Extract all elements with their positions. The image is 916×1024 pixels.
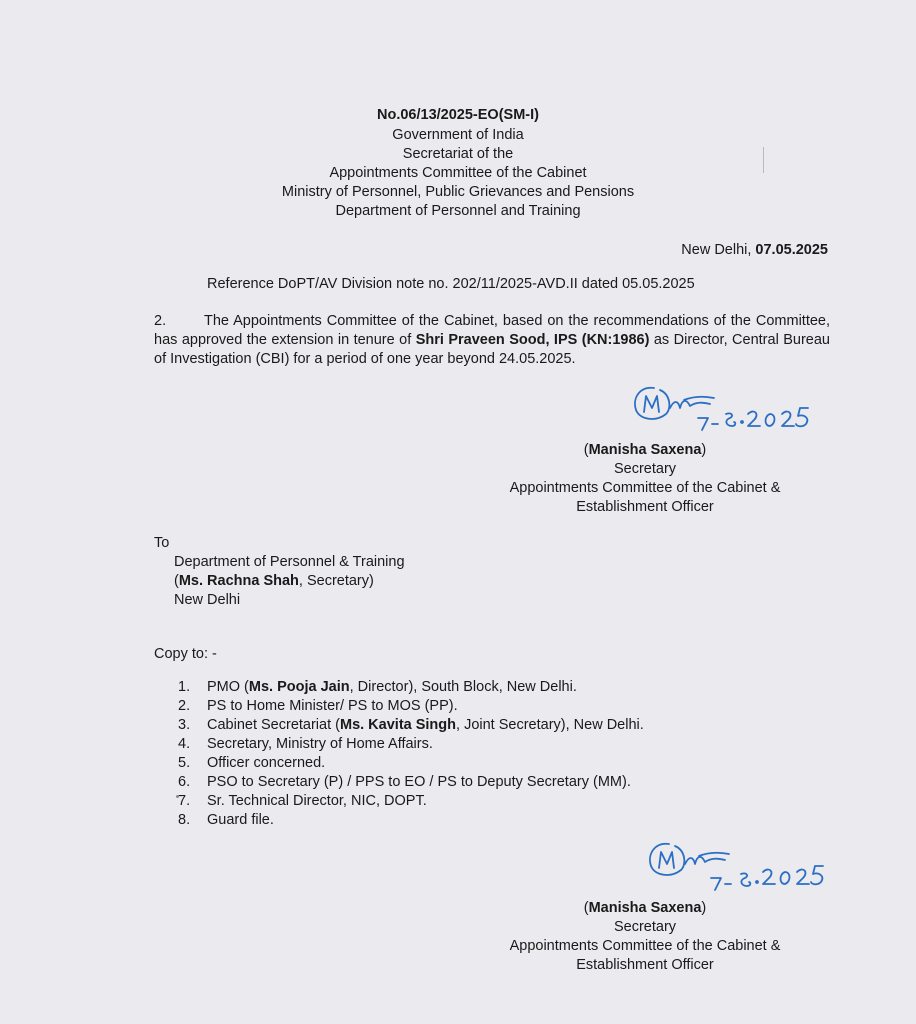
to-line-2	[174, 572, 374, 591]
paren-close: )	[701, 442, 707, 458]
to-label: To	[154, 535, 170, 551]
item-text-post: , Joint Secretary), New Delhi.	[456, 717, 644, 733]
item-text-post: , Director), South Block, New Delhi.	[349, 679, 577, 695]
item-bold: Ms. Pooja Jain	[248, 679, 350, 695]
signatory-block	[480, 899, 810, 975]
signatory-name-line	[480, 441, 810, 460]
item-text: Secretary, Ministry of Home Affairs.	[207, 736, 433, 752]
signatory-title-2: Appointments Committee of the Cabinet &	[509, 480, 781, 496]
signatory-title-3: Establishment Officer	[576, 499, 714, 515]
place-date	[681, 241, 828, 260]
signatory-name: Manisha Saxena	[588, 900, 702, 916]
signatory-title-2: Appointments Committee of the Cabinet &	[509, 938, 781, 954]
to-rest: , Secretary)	[298, 573, 374, 589]
item-number: 8.	[178, 812, 191, 828]
signatory-title-3: Establishment Officer	[576, 957, 714, 973]
item-number: 4.	[178, 736, 191, 752]
header-line-3: Appointments Committee of the Cabinet	[329, 165, 587, 181]
item-number: 6.	[178, 774, 191, 790]
list-item	[178, 754, 644, 773]
header-line-5: Department of Personnel and Training	[335, 203, 581, 219]
signatory-name-line	[480, 899, 810, 918]
paren-open: (	[583, 442, 589, 458]
to-name: Ms. Rachna Shah	[178, 573, 299, 589]
item-text: Guard file.	[207, 812, 274, 828]
signatory-title-1: Secretary	[613, 461, 677, 477]
item-text: Cabinet Secretariat (	[207, 717, 340, 733]
item-number: 5.	[178, 755, 191, 771]
item-number: 3.	[178, 717, 191, 733]
place: New Delhi,	[681, 242, 756, 258]
signatory-title-1: Secretary	[613, 919, 677, 935]
handwritten-signature	[645, 840, 830, 892]
paragraph-number: 2.	[154, 313, 167, 329]
main-paragraph	[154, 312, 830, 369]
list-item	[178, 792, 644, 811]
header-line-1: Government of India	[392, 127, 524, 143]
paren-open: (	[583, 900, 589, 916]
signatory-block	[480, 441, 810, 517]
paragraph-text-b: as Director, Central Bureau of Investigation (CBI) for a period of one year beyond 24.05.2025.	[154, 332, 830, 367]
header-line-4: Ministry of Personnel, Public Grievances and Pensions	[281, 184, 635, 200]
list-item	[178, 735, 644, 754]
list-item	[178, 678, 644, 697]
officer-name: Shri Praveen Sood, IPS (KN:1986)	[415, 332, 650, 348]
item-bold: Ms. Kavita Singh	[339, 717, 457, 733]
item-text: Officer concerned.	[207, 755, 326, 771]
file-number: No.06/13/2025-EO(SM-I)	[377, 107, 539, 123]
signatory-name: Manisha Saxena	[588, 442, 702, 458]
item-number: 7.	[178, 793, 191, 809]
handwritten-signature	[630, 384, 815, 434]
list-item	[178, 773, 644, 792]
item-text: PS to Home Minister/ PS to MOS (PP).	[207, 698, 458, 714]
date: 07.05.2025	[755, 242, 828, 258]
to-line-1: Department of Personnel & Training	[174, 554, 405, 570]
paren-open: (	[174, 573, 179, 589]
list-item	[178, 716, 644, 735]
header-line-2: Secretariat of the	[402, 146, 514, 162]
list-item	[178, 811, 644, 830]
item-number: 2.	[178, 698, 191, 714]
to-line-3: New Delhi	[174, 592, 241, 608]
item-text: Sr. Technical Director, NIC, DOPT.	[207, 793, 427, 809]
paren-close: )	[701, 900, 707, 916]
item-text: PSO to Secretary (P) / PPS to EO / PS to Deputy Secretary (MM).	[207, 774, 631, 790]
copy-to-list	[178, 678, 644, 830]
item-number: 1.	[178, 679, 191, 695]
list-item	[178, 697, 644, 716]
paragraph-text-a: The Appointments Committee of the Cabinet, based on the recommendations of the Committee, has approved the extension in tenure of	[154, 313, 830, 348]
item-text: PMO (	[207, 679, 249, 695]
copy-to-label: Copy to: -	[154, 646, 217, 662]
reference-line: Reference DoPT/AV Division note no. 202/11/2025-AVD.II dated 05.05.2025	[207, 276, 695, 292]
